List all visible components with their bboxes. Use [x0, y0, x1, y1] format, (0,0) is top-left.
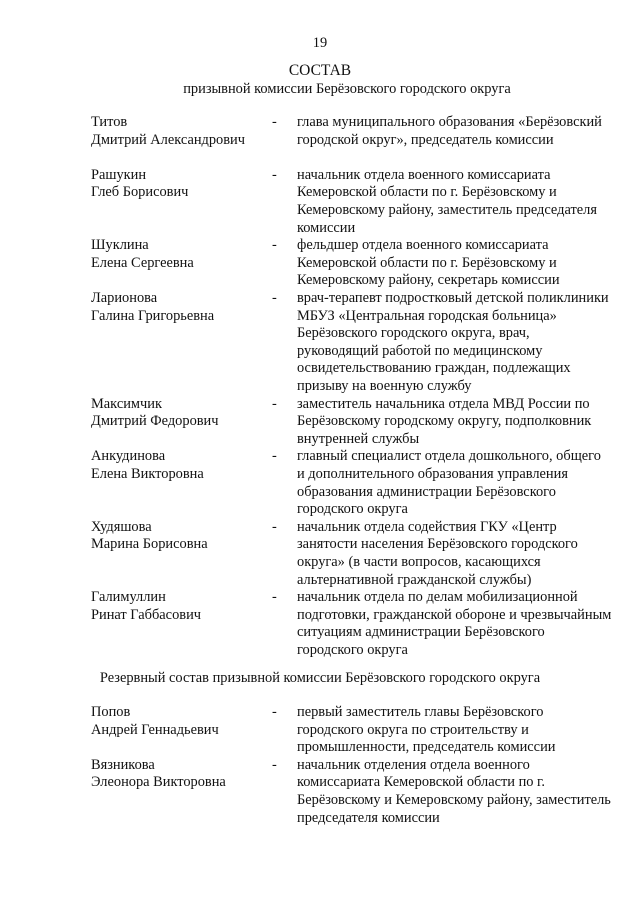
member-entry [0, 290, 640, 396]
member-name [91, 114, 271, 149]
member-role: главный специалист отдела дошкольного, общего и дополнительного образования управления образования администрации Берёзовского городского округа [297, 448, 601, 518]
dash-separator: - [272, 704, 277, 720]
member-entry [0, 114, 640, 167]
member-name [91, 448, 271, 483]
reserve-members-list [0, 704, 640, 827]
dash-separator: - [272, 289, 277, 306]
document-title: СОСТАВ [288, 62, 352, 79]
member-surname: Вязникова [91, 756, 155, 773]
member-surname: Ларионова [91, 289, 158, 306]
member-role: первый заместитель главы Берёзовского городского округа по строительству и промышленности, председатель комиссии [297, 704, 556, 756]
member-entry [0, 448, 640, 518]
member-entry [0, 396, 640, 449]
member-surname: Галимуллин [91, 589, 166, 606]
member-role: фельдшер отдела военного комиссариата Кемеровской области по г. Берёзовскому и Кемеровскому району, секретарь комиссии [297, 237, 560, 289]
dash-separator: - [272, 518, 277, 535]
dash-separator: - [272, 589, 277, 606]
member-given-names: Ринат Габбасович [91, 606, 202, 623]
commission-members-list [0, 114, 640, 660]
member-role: врач-терапевт подростковый детской поликлиники МБУЗ «Центральная городская больница» Берёзовского городского округа, врач, руководящий работой по медицинскому освидетельствованию граждан, подлежащих призыву на военную службу [297, 289, 609, 394]
member-given-names: Дмитрий Федорович [91, 413, 219, 430]
member-entry [0, 519, 640, 589]
member-given-names: Галина Григорьевна [91, 307, 215, 324]
member-surname: Худяшова [91, 518, 152, 535]
dash-separator: - [272, 237, 277, 254]
member-role: начальник отдела по делам мобилизационной подготовки, гражданской обороне и чрезвычайным ситуациям администрации Берёзовского городского округа [297, 589, 612, 658]
member-surname: Попов [91, 704, 131, 720]
dash-separator: - [272, 166, 277, 183]
member-given-names: Марина Борисовна [91, 536, 208, 553]
member-role: глава муниципального образования «Берёзовский городской округ», председатель комиссии [297, 114, 602, 148]
member-name [91, 589, 271, 624]
member-entry [0, 589, 640, 659]
member-entry [0, 167, 640, 237]
member-name [91, 237, 271, 272]
document-subtitle: призывной комиссии Берёзовского городского округа [183, 81, 511, 97]
reserve-section-heading: Резервный состав призывной комиссии Берёзовского городского округа [99, 670, 541, 686]
member-role: начальник отдела военного комиссариата Кемеровской области по г. Берёзовскому и Кемеровскому району, заместитель председателя комиссии [297, 166, 597, 236]
member-name [91, 290, 271, 325]
member-surname: Шуклина [91, 237, 149, 254]
member-surname: Максимчик [91, 395, 162, 412]
member-entry [0, 704, 640, 757]
member-name [91, 396, 271, 431]
page-number: 19 [312, 35, 328, 51]
member-name [91, 757, 271, 792]
member-surname: Титов [91, 114, 128, 130]
member-given-names: Дмитрий Александрович [91, 131, 245, 148]
member-surname: Анкудинова [91, 448, 166, 465]
dash-separator: - [272, 114, 277, 130]
member-surname: Рашукин [91, 166, 147, 183]
member-given-names: Андрей Геннадьевич [91, 721, 219, 738]
dash-separator: - [272, 395, 277, 412]
member-role: начальник отдела содействия ГКУ «Центр занятости населения Берёзовского городского округа» (в части вопросов, касающихся альтернативной гражданской службы) [297, 518, 578, 588]
member-role: начальник отделения отдела военного комиссариата Кемеровской области по г. Берёзовскому и Кемеровскому району, заместитель председателя комиссии [297, 756, 611, 826]
member-role: заместитель начальника отдела МВД России по Берёзовскому городскому округу, подполковник внутренней службы [297, 395, 592, 447]
member-given-names: Елена Викторовна [91, 465, 204, 482]
member-given-names: Глеб Борисович [91, 184, 189, 201]
member-entry [0, 237, 640, 290]
member-given-names: Элеонора Викторовна [91, 774, 226, 791]
member-name [91, 167, 271, 202]
member-entry [0, 757, 640, 827]
dash-separator: - [272, 756, 277, 773]
member-name [91, 519, 271, 554]
member-given-names: Елена Сергеевна [91, 254, 194, 271]
dash-separator: - [272, 448, 277, 465]
member-name [91, 704, 271, 739]
